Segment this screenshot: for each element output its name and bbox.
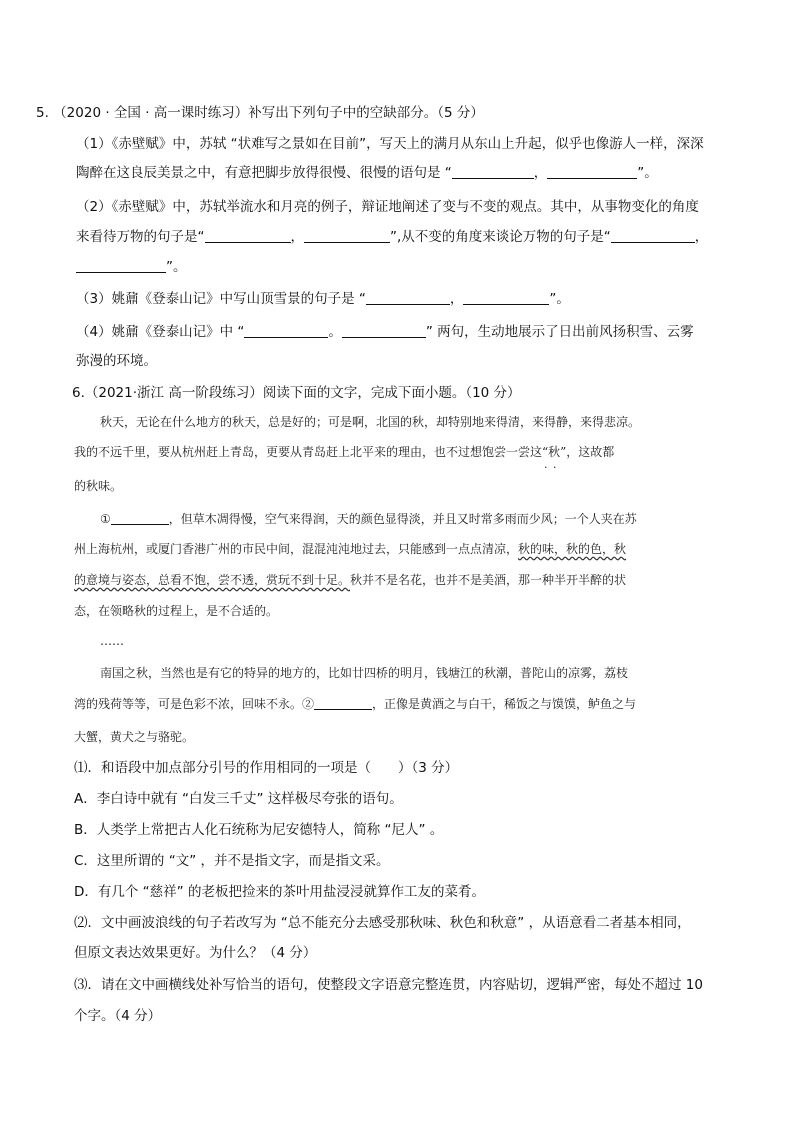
passage-p3-line-2-text: 湾的残荷等等，可是色彩不浓，回味不永。② xyxy=(74,697,315,711)
q5-line-5 xyxy=(76,258,187,276)
q5-header: 5. （2020 · 全国 · 高一课时练习）补写出下列句子中的空缺部分。（5 分） xyxy=(36,105,484,121)
passage-p2-line-3-tail: 秋并不是名花，也并不是美酒，那一种半开半醉的状 xyxy=(350,573,627,587)
passage-p3-line-2 xyxy=(74,695,636,713)
q5-close-quote: ”。 xyxy=(549,291,570,307)
q5-close-quote: ”。 xyxy=(637,165,658,181)
passage-p1-line-2 xyxy=(74,443,614,461)
wavy-underlined-sentence: 秋的味，秋的色，秋 xyxy=(518,542,627,556)
q5-line-7-text: （4）姚鼐《登泰山记》中 “ xyxy=(76,324,245,340)
subquestion-2-line-2: 但原文表达效果更好。为什么？（4 分） xyxy=(74,945,317,961)
answer-blank[interactable] xyxy=(342,324,426,338)
option-c[interactable]: C．这里所谓的 “文” ，并不是指文字，而是指文采。 xyxy=(74,853,390,869)
q5-close-quote: ”。 xyxy=(166,259,187,275)
subquestion-1: ⑴．和语段中加点部分引号的作用相同的一项是（ ）（3 分） xyxy=(74,760,459,776)
answer-blank[interactable] xyxy=(463,291,549,305)
answer-blank-1[interactable] xyxy=(111,511,169,525)
q6-header: 6.（2021·浙江 高一阶段练习）阅读下面的文字，完成下面小题。（10 分） xyxy=(72,385,521,401)
q5-comma: ， xyxy=(290,229,304,245)
q5-comma: ， xyxy=(533,165,548,181)
q5-line-7 xyxy=(76,323,694,341)
wavy-underlined-sentence: 的意境与姿态，总看不饱，尝不透，赏玩不到十足。 xyxy=(74,573,351,587)
passage-p2-line-1 xyxy=(100,510,637,528)
passage-p2-line-2-text: 州上海杭州，或厦门香港广州的市民中间，混混沌沌地过去，只能感到一点点清凉， xyxy=(74,542,519,556)
q5-line-2 xyxy=(76,164,658,182)
q5-line-1: （1）《赤壁赋》中，苏轼 “状难写之景如在目前”，写天上的满月从东山上升起，似乎也像游人一样，深深 xyxy=(76,136,704,152)
passage-p2-line-2 xyxy=(74,540,626,558)
q5-line-3: （2）《赤壁赋》中，苏轼举流水和月亮的例子，辩证地阐述了变与不变的观点。其中，从事物变化的角度 xyxy=(76,199,699,215)
q5-line-6 xyxy=(76,290,570,308)
q5-line-4-text: 来看待万物的句子是“ xyxy=(76,229,205,245)
answer-blank[interactable] xyxy=(452,165,534,179)
q5-line-4-mid: ”,从不变的角度来谈论万物的句子是“ xyxy=(390,229,611,245)
subquestion-2-line-1: ⑵．文中画波浪线的句子若改写为 “总不能充分去感受那秋味、秋色和秋意” ，从语意看二者基本相同， xyxy=(74,915,691,931)
answer-blank[interactable] xyxy=(366,291,450,305)
option-a[interactable]: A．李白诗中就有 “白发三千丈” 这样极尽夸张的语句。 xyxy=(74,791,403,807)
passage-p1-line-1: 秋天，无论在什么地方的秋天，总是好的；可是啊，北国的秋，却特别地来得清，来得静，来得悲凉。 xyxy=(100,415,641,429)
q5-line-7-tail: ” 两句，生动地展示了日出前风扬积雪、云雾 xyxy=(425,324,694,340)
passage-p3-line-2-tail: ，正像是黄酒之与白干，稀饭之与馍馍，鲈鱼之与 xyxy=(372,697,637,711)
q5-line-6-text: （3）姚鼐《登泰山记》中写山顶雪景的句子是 “ xyxy=(76,291,366,307)
answer-blank[interactable] xyxy=(205,229,291,243)
dotted-quote-autumn: “秋” · · xyxy=(542,445,566,459)
q5-line-2-text: 陶醉在这良辰美景之中，有意把脚步放得很慢、很慢的语句是 “ xyxy=(76,165,452,181)
passage-ellipsis: …… xyxy=(100,634,124,648)
q5-period: 。 xyxy=(328,324,342,340)
answer-blank[interactable] xyxy=(76,259,166,273)
answer-blank[interactable] xyxy=(547,165,637,179)
answer-blank[interactable] xyxy=(244,324,328,338)
passage-p3-line-1: 南国之秋，当然也是有它的特异的地方的，比如廿四桥的明月，钱塘江的秋潮，普陀山的凉雾，荔枝 xyxy=(100,666,629,680)
q5-line-4 xyxy=(76,228,708,246)
passage-p1-line-3: 的秋味。 xyxy=(74,479,123,493)
passage-p1-line-2-text: 我的不远千里，要从杭州赶上青岛，更要从青岛赶上北平来的理由，也不过想饱尝一尝这 xyxy=(74,445,543,459)
passage-p2-line-3 xyxy=(74,571,626,589)
subquestion-3-line-1: ⑶．请在文中画横线处补写恰当的语句，使整段文字语意完整连贯，内容贴切，逻辑严密，每处不超过 10 xyxy=(74,977,703,993)
q5-line-8: 弥漫的环境。 xyxy=(76,353,157,369)
passage-p3-line-3: 大蟹，黄犬之与骆驼。 xyxy=(74,730,195,744)
option-d[interactable]: D．有几个 “慈祥” 的老板把捡来的茶叶用盐浸浸就算作工友的菜肴。 xyxy=(74,884,485,900)
passage-p2-line-1-text: ，但草木凋得慢，空气来得润，天的颜色显得淡，并且又时常多雨而少风；一个人夹在苏 xyxy=(168,512,637,526)
q5-comma: ， xyxy=(449,291,464,307)
answer-blank[interactable] xyxy=(611,229,695,243)
q5-comma: ， xyxy=(694,229,709,245)
blank-marker-1: ① xyxy=(100,512,111,526)
answer-blank[interactable] xyxy=(304,229,390,243)
passage-p2-line-4: 态，在领略秋的过程上，是不合适的。 xyxy=(74,604,279,618)
option-b[interactable]: B．人类学上常把古人化石统称为尼安德特人，简称 “尼人” 。 xyxy=(74,822,444,838)
subquestion-3-line-2: 个字。（4 分） xyxy=(74,1008,162,1024)
answer-blank-2[interactable] xyxy=(314,696,372,710)
passage-p1-line-2-tail: ，这故都 xyxy=(566,445,615,459)
